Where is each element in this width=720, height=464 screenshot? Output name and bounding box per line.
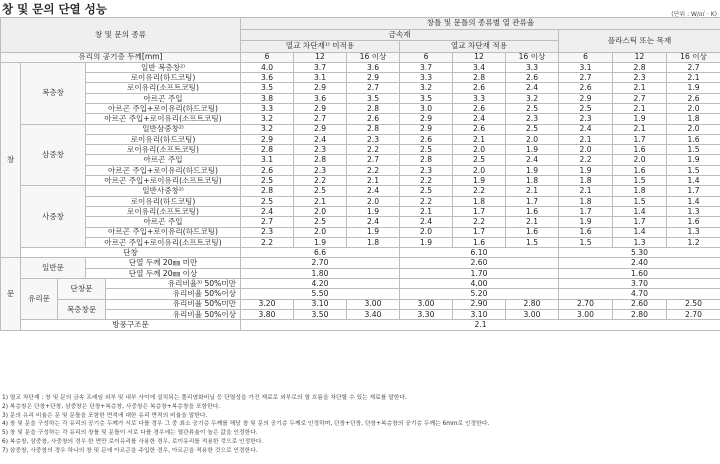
row-label: 로이유리(하드코팅): [86, 196, 241, 206]
value-cell: 2.4: [506, 155, 559, 165]
value-cell: 1.9: [559, 217, 613, 227]
value-cell: 1.3: [667, 227, 720, 237]
header-metal: 금속재: [241, 29, 559, 41]
value-cell: 6.10: [400, 248, 559, 258]
value-cell: 1.70: [400, 268, 559, 278]
footnote: 4) 창 및 문을 구성하는 각 유리의 공기층 두께가 서로 다를 경우 그 중 최소 공기층 두께를 해당 창 및 문의 공기층 두께로 인정하며, 단창+단창, 단창+복층창의 공기층 두께는 6mm로 인정한다.: [2, 421, 490, 428]
value-cell: 2.3: [294, 145, 347, 155]
value-cell: 2.8: [400, 155, 453, 165]
value-cell: 6.6: [241, 248, 400, 258]
table-row: [1, 279, 720, 289]
value-cell: 2.1: [506, 217, 559, 227]
table-row: [1, 176, 720, 186]
value-cell: 3.00: [347, 299, 400, 309]
row-label: 로이유리(소프트코팅): [86, 145, 241, 155]
table-row: [1, 83, 720, 93]
value-cell: 3.2: [241, 124, 294, 134]
table-row: [1, 165, 720, 175]
value-cell: 3.8: [241, 93, 294, 103]
row-label: 단열 두께 20㎜ 이상: [86, 268, 241, 278]
value-cell: 2.8: [241, 145, 294, 155]
value-cell: 1.5: [667, 165, 720, 175]
value-cell: 2.3: [294, 165, 347, 175]
value-cell: 1.6: [506, 227, 559, 237]
gap-cell: 16 이상: [506, 52, 559, 62]
value-cell: 2.50: [667, 299, 720, 309]
table-row: [1, 309, 720, 319]
value-cell: 1.3: [613, 237, 667, 247]
value-cell: 2.9: [241, 134, 294, 144]
row-label: 일반삼중창²⁾: [86, 124, 241, 134]
value-cell: 1.6: [667, 217, 720, 227]
value-cell: 2.0: [347, 196, 400, 206]
value-cell: 3.20: [241, 299, 294, 309]
value-cell: 2.5: [559, 103, 613, 113]
value-cell: 2.0: [453, 165, 506, 175]
footnote: 2) 복층창은 단창+단창, 삼중창은 단창+복층창, 사중창은 복층창+복층창을 포함한다.: [2, 403, 221, 410]
row-label: 로이유리(소프트코팅): [86, 206, 241, 216]
value-cell: 5.50: [241, 289, 400, 299]
value-cell: 2.4: [453, 114, 506, 124]
header-thermal-break-no: 열교 차단재¹⁾ 미적용: [241, 41, 400, 53]
value-cell: 1.8: [559, 176, 613, 186]
door-category-label: 문: [1, 258, 21, 330]
value-cell: 3.30: [400, 309, 453, 319]
table-row: [1, 93, 720, 103]
value-cell: 3.00: [400, 299, 453, 309]
value-cell: 2.9: [294, 124, 347, 134]
value-cell: 1.7: [453, 227, 506, 237]
table-row: [1, 114, 720, 124]
gap-cell: 16 이상: [667, 52, 720, 62]
header-thermal-break-yes: 열교 차단재 적용: [400, 41, 559, 53]
value-cell: 2.40: [559, 258, 720, 268]
value-cell: 1.8: [559, 196, 613, 206]
gap-cell: 16 이상: [347, 52, 400, 62]
value-cell: 3.3: [241, 103, 294, 113]
value-cell: 1.9: [559, 165, 613, 175]
value-cell: 2.6: [453, 124, 506, 134]
value-cell: 1.9: [667, 155, 720, 165]
value-cell: 3.6: [294, 93, 347, 103]
header-plastic: 플라스틱 또는 목재: [559, 29, 720, 52]
value-cell: 1.4: [667, 196, 720, 206]
value-cell: 3.3: [453, 93, 506, 103]
value-cell: 1.9: [613, 114, 667, 124]
value-cell: 1.9: [453, 176, 506, 186]
value-cell: 2.0: [294, 206, 347, 216]
value-cell: 2.5: [241, 196, 294, 206]
value-cell: 2.9: [294, 103, 347, 113]
value-cell: 2.5: [241, 176, 294, 186]
value-cell: 2.9: [559, 93, 613, 103]
value-cell: 1.8: [453, 196, 506, 206]
table-row: [1, 227, 720, 237]
value-cell: 2.2: [453, 186, 506, 196]
value-cell: 2.9: [400, 124, 453, 134]
value-cell: 2.4: [241, 206, 294, 216]
value-cell: 2.1: [613, 83, 667, 93]
value-cell: 2.1: [241, 320, 720, 330]
value-cell: 3.6: [347, 62, 400, 72]
value-cell: 4.00: [400, 279, 559, 289]
value-cell: 2.60: [400, 258, 559, 268]
value-cell: 2.4: [506, 83, 559, 93]
value-cell: 3.80: [241, 309, 294, 319]
value-cell: 2.60: [613, 299, 667, 309]
table-row: [1, 186, 720, 196]
table-row: [1, 206, 720, 216]
value-cell: 4.20: [241, 279, 400, 289]
value-cell: 1.4: [613, 227, 667, 237]
gap-cell: 6: [400, 52, 453, 62]
value-cell: 2.4: [347, 217, 400, 227]
value-cell: 2.8: [453, 73, 506, 83]
value-cell: 1.6: [453, 237, 506, 247]
door-subgroup-label: 복층창문: [58, 299, 106, 320]
value-cell: 1.6: [559, 227, 613, 237]
value-cell: 2.6: [241, 165, 294, 175]
value-cell: 2.0: [667, 124, 720, 134]
value-cell: 2.8: [347, 103, 400, 113]
value-cell: 2.70: [667, 309, 720, 319]
value-cell: 2.2: [294, 176, 347, 186]
value-cell: 1.7: [559, 206, 613, 216]
value-cell: 2.5: [400, 186, 453, 196]
row-label: 일반사중창²⁾: [86, 186, 241, 196]
gap-cell: 12: [613, 52, 667, 62]
value-cell: 2.0: [559, 145, 613, 155]
value-cell: 2.0: [613, 155, 667, 165]
value-cell: 1.7: [613, 134, 667, 144]
value-cell: 2.80: [506, 299, 559, 309]
row-label: 로이유리(하드코팅): [86, 73, 241, 83]
value-cell: 1.6: [613, 165, 667, 175]
value-cell: 2.7: [241, 217, 294, 227]
window-group-label: 사중창: [21, 186, 86, 248]
value-cell: 2.3: [506, 114, 559, 124]
value-cell: 2.4: [400, 217, 453, 227]
value-cell: 2.90: [453, 299, 506, 309]
header-air-gap: 유리의 공기층 두께[mm]: [1, 52, 241, 62]
value-cell: 2.70: [559, 299, 613, 309]
row-label: 유리비율³⁾ 50%미만: [106, 279, 241, 289]
value-cell: 2.4: [559, 124, 613, 134]
window-category-label: 창: [1, 62, 21, 258]
value-cell: 3.1: [294, 73, 347, 83]
row-label: 단열 두께 20㎜ 미만: [86, 258, 241, 268]
value-cell: 1.5: [613, 176, 667, 186]
row-label: 일반 복층창²⁾: [86, 62, 241, 72]
value-cell: 2.2: [400, 176, 453, 186]
value-cell: 1.7: [613, 217, 667, 227]
row-label: 아르곤 주입+로이유리(소프트코팅): [86, 114, 241, 124]
value-cell: 3.40: [347, 309, 400, 319]
value-cell: 2.6: [453, 103, 506, 113]
gap-cell: 12: [294, 52, 347, 62]
row-label: 아르곤 주입+로이유리(하드코팅): [86, 165, 241, 175]
value-cell: 2.1: [294, 196, 347, 206]
value-cell: 3.3: [506, 62, 559, 72]
value-cell: 1.9: [506, 165, 559, 175]
value-cell: 3.7: [294, 62, 347, 72]
value-cell: 1.9: [400, 237, 453, 247]
value-cell: 1.9: [347, 206, 400, 216]
value-cell: 1.8: [347, 237, 400, 247]
row-label: 아르곤 주입: [86, 155, 241, 165]
window-group-label: 복층창: [21, 62, 86, 124]
door-subgroup-label: 단창문: [58, 279, 106, 300]
value-cell: 1.8: [667, 114, 720, 124]
value-cell: 2.5: [294, 217, 347, 227]
value-cell: 2.8: [347, 124, 400, 134]
value-cell: 2.3: [347, 134, 400, 144]
value-cell: 2.2: [347, 145, 400, 155]
value-cell: 2.3: [559, 114, 613, 124]
value-cell: 2.2: [347, 165, 400, 175]
value-cell: 2.6: [400, 134, 453, 144]
table-row: [1, 103, 720, 113]
value-cell: 2.2: [241, 237, 294, 247]
value-cell: 2.7: [294, 114, 347, 124]
value-cell: 1.4: [613, 206, 667, 216]
value-cell: 1.60: [559, 268, 720, 278]
value-cell: 3.00: [506, 309, 559, 319]
value-cell: 1.5: [613, 196, 667, 206]
gap-cell: 6: [241, 52, 294, 62]
value-cell: 1.9: [506, 145, 559, 155]
value-cell: 3.5: [400, 93, 453, 103]
value-cell: 5.20: [400, 289, 559, 299]
value-cell: 2.4: [347, 186, 400, 196]
value-cell: 2.1: [347, 176, 400, 186]
door-group-label: 일반문: [21, 258, 86, 279]
value-cell: 2.2: [559, 155, 613, 165]
value-cell: 1.9: [667, 83, 720, 93]
row-label: 아르곤 주입+로이유리(소프트코팅): [86, 237, 241, 247]
value-cell: 2.80: [613, 309, 667, 319]
value-cell: 2.3: [241, 227, 294, 237]
row-label: 아르곤 주입: [86, 93, 241, 103]
header-kind: 창 및 문의 종류: [1, 18, 241, 53]
value-cell: 3.70: [559, 279, 720, 289]
thermal-table: [0, 17, 720, 331]
row-label: 유리비율 50%이상: [106, 289, 241, 299]
value-cell: 1.5: [559, 237, 613, 247]
value-cell: 2.7: [347, 83, 400, 93]
value-cell: 3.00: [559, 309, 613, 319]
table-row: [1, 124, 720, 134]
value-cell: 3.1: [241, 155, 294, 165]
value-cell: 2.8: [294, 155, 347, 165]
value-cell: 3.5: [347, 93, 400, 103]
value-cell: 1.7: [453, 206, 506, 216]
value-cell: 2.1: [506, 186, 559, 196]
value-cell: 2.5: [453, 155, 506, 165]
value-cell: 2.70: [241, 258, 400, 268]
table-row: [1, 299, 720, 309]
page-title: 창 및 문의 단열 성능: [2, 2, 107, 16]
table-row: [1, 73, 720, 83]
value-cell: 5.30: [559, 248, 720, 258]
value-cell: 2.6: [667, 93, 720, 103]
value-cell: 2.9: [400, 114, 453, 124]
row-label: 아르곤 주입+로이유리(하드코팅): [86, 103, 241, 113]
table-row: [1, 155, 720, 165]
table-row: [1, 320, 720, 330]
table-row: [1, 134, 720, 144]
value-cell: 1.7: [506, 196, 559, 206]
value-cell: 3.10: [294, 299, 347, 309]
value-cell: 2.6: [506, 73, 559, 83]
value-cell: 1.6: [506, 206, 559, 216]
value-cell: 1.8: [613, 186, 667, 196]
value-cell: 2.5: [506, 124, 559, 134]
value-cell: 2.2: [400, 196, 453, 206]
footnote: 5) 창 및 문을 구성하는 각 유리의 창틀 및 문틀이 서로 다를 경우에는 열관류율이 높은 값을 인정한다.: [2, 430, 258, 437]
table-row: [1, 289, 720, 299]
table-row: [1, 62, 720, 72]
value-cell: 1.6: [613, 145, 667, 155]
row-label: 유리비율 50%미만: [106, 299, 241, 309]
value-cell: 1.7: [667, 186, 720, 196]
value-cell: 1.8: [506, 176, 559, 186]
row-label: 아르곤 주입: [86, 217, 241, 227]
value-cell: 2.6: [559, 83, 613, 93]
value-cell: 1.3: [667, 206, 720, 216]
value-cell: 3.2: [241, 114, 294, 124]
value-cell: 3.5: [241, 83, 294, 93]
gap-cell: 12: [453, 52, 506, 62]
footnote: 1) 열교 차단재 : 창 및 문의 금속 프레임 외부 및 내부 사이에 설치되는 폴리염화비닐 등 단열성을 가진 재료로 외부로의 열 흐름을 차단할 수 있는 재료를 말한다.: [2, 395, 407, 401]
unit-label: (단위 : W/㎡ · K): [671, 11, 717, 18]
value-cell: 2.8: [241, 186, 294, 196]
value-cell: 2.8: [613, 62, 667, 72]
window-group-label: 삼중창: [21, 124, 86, 186]
value-cell: 2.5: [506, 103, 559, 113]
value-cell: 2.1: [559, 134, 613, 144]
value-cell: 1.5: [667, 145, 720, 155]
value-cell: 3.2: [400, 83, 453, 93]
value-cell: 2.9: [294, 83, 347, 93]
value-cell: 3.6: [241, 73, 294, 83]
row-label: 아르곤 주입+로이유리(소프트코팅): [86, 176, 241, 186]
footnote: 6) 복층창, 삼중창, 사중창의 경우 한 면만 로이유리를 사용한 경우, 로이유리를 적용한 것으로 인정한다.: [2, 438, 264, 445]
row-label: 로이유리(하드코팅): [86, 134, 241, 144]
value-cell: 2.0: [667, 103, 720, 113]
value-cell: 2.3: [613, 73, 667, 83]
value-cell: 2.9: [347, 73, 400, 83]
row-label: 유리비율 50%이상: [106, 309, 241, 319]
value-cell: 2.1: [613, 103, 667, 113]
value-cell: 2.5: [294, 186, 347, 196]
value-cell: 4.0: [241, 62, 294, 72]
value-cell: 3.0: [400, 103, 453, 113]
windbreak-door-label: 방풍구조문: [21, 320, 241, 330]
footnote: 7) 삼중창, 사중창의 경우 하나의 창 및 문에 아르곤을 주입한 경우, 아르곤을 적용한 것으로 인정한다.: [2, 447, 258, 454]
value-cell: 1.4: [667, 176, 720, 186]
table-row: [1, 248, 720, 258]
value-cell: 3.7: [400, 62, 453, 72]
value-cell: 2.2: [453, 217, 506, 227]
value-cell: 2.7: [347, 155, 400, 165]
value-cell: 1.5: [506, 237, 559, 247]
value-cell: 2.0: [506, 134, 559, 144]
value-cell: 1.80: [241, 268, 400, 278]
value-cell: 1.9: [347, 227, 400, 237]
table-row: [1, 258, 720, 268]
value-cell: 2.7: [559, 73, 613, 83]
table-row: [1, 237, 720, 247]
value-cell: 2.7: [613, 93, 667, 103]
value-cell: 1.6: [667, 134, 720, 144]
footnote: 3) 문의 유리 비율은 문 및 문틀을 포함한 면적에 대한 유리 면적의 비율을 말한다.: [2, 412, 208, 419]
value-cell: 1.9: [294, 237, 347, 247]
door-group-label: 유리문: [21, 279, 58, 320]
row-label: 아르곤 주입+로이유리(하드코팅): [86, 227, 241, 237]
value-cell: 2.7: [667, 62, 720, 72]
value-cell: 2.1: [667, 73, 720, 83]
value-cell: 2.6: [347, 114, 400, 124]
table-row: [1, 145, 720, 155]
value-cell: 2.5: [400, 145, 453, 155]
value-cell: 1.2: [667, 237, 720, 247]
value-cell: 2.0: [453, 145, 506, 155]
single-window-label: 단창: [21, 248, 241, 258]
value-cell: 3.10: [453, 309, 506, 319]
value-cell: 2.1: [559, 186, 613, 196]
value-cell: 2.1: [453, 134, 506, 144]
value-cell: 2.3: [400, 165, 453, 175]
value-cell: 2.0: [294, 227, 347, 237]
value-cell: 2.6: [453, 83, 506, 93]
value-cell: 3.1: [559, 62, 613, 72]
header-top: 창틀 및 문틀의 종류별 열 관류율: [241, 18, 720, 30]
gap-cell: 6: [559, 52, 613, 62]
value-cell: 2.0: [400, 227, 453, 237]
value-cell: 3.3: [400, 73, 453, 83]
table-row: [1, 217, 720, 227]
value-cell: 4.70: [559, 289, 720, 299]
value-cell: 2.4: [294, 134, 347, 144]
table-row: [1, 268, 720, 278]
value-cell: 2.1: [613, 124, 667, 134]
value-cell: 3.50: [294, 309, 347, 319]
table-row: [1, 196, 720, 206]
value-cell: 2.1: [400, 206, 453, 216]
footnotes: [2, 394, 718, 456]
value-cell: 3.4: [453, 62, 506, 72]
row-label: 로이유리(소프트코팅): [86, 83, 241, 93]
value-cell: 3.2: [506, 93, 559, 103]
